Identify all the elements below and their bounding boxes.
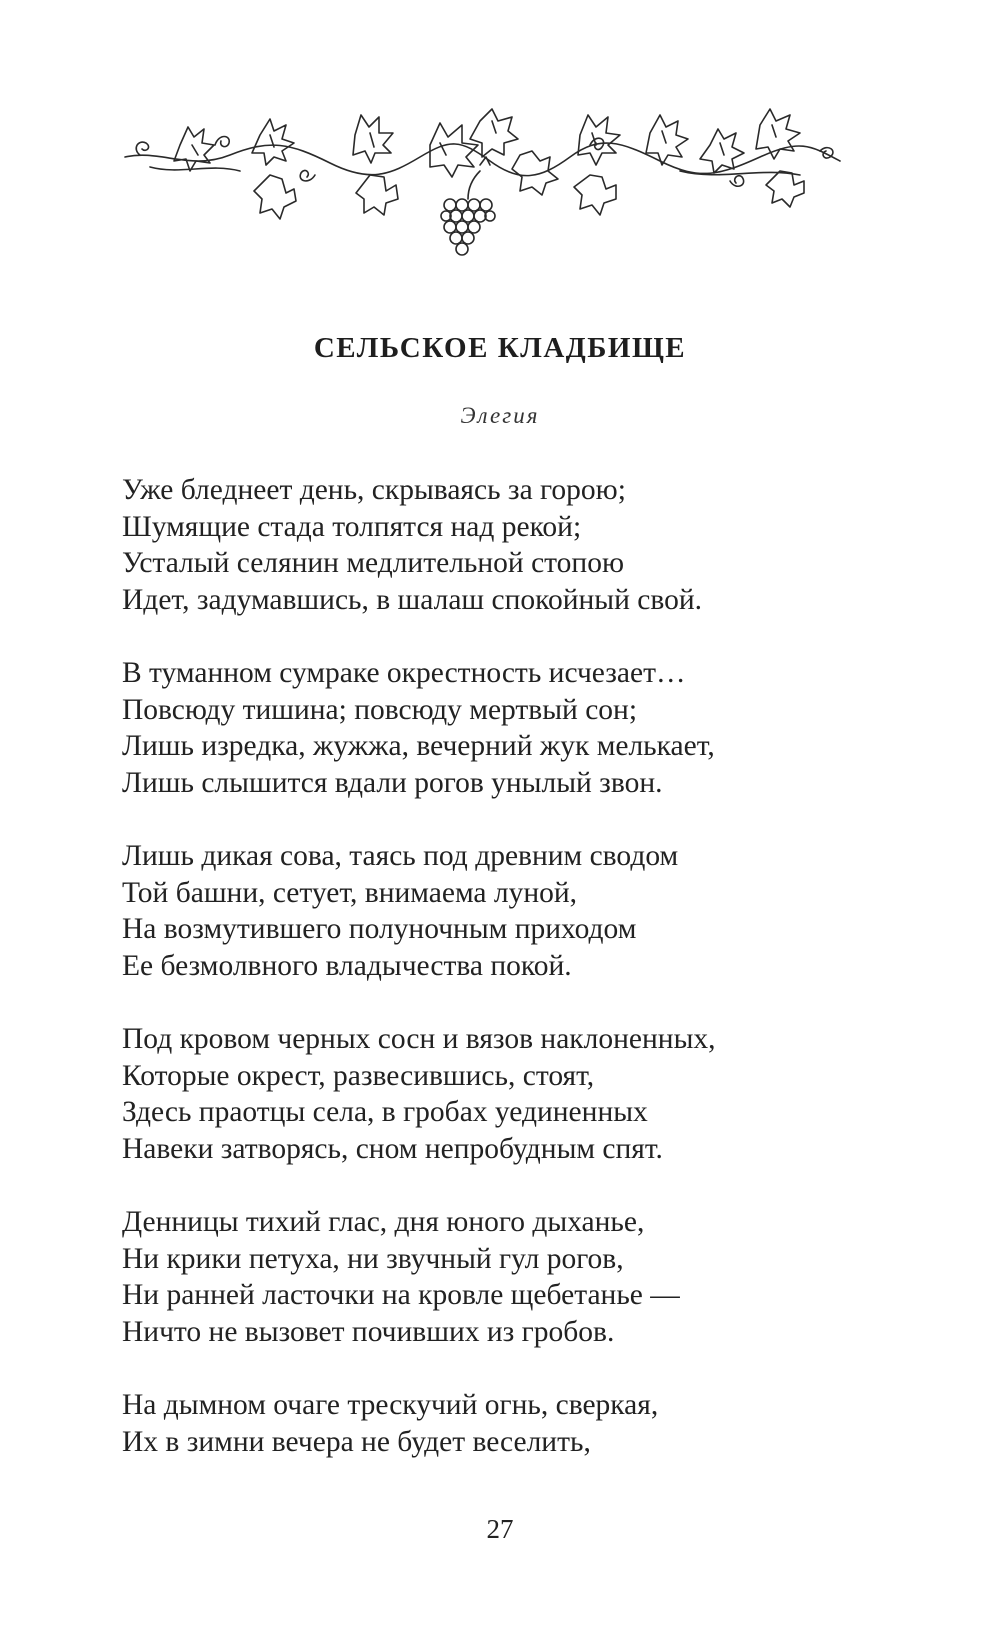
- verse-line: Лишь изредка, жужжа, вечерний жук мелькает,: [122, 730, 715, 762]
- verse-line: Идет, задумавшись, в шалаш спокойный свой.: [122, 583, 703, 616]
- verse-line: Их в зимни вечера не будет веселить,: [122, 1425, 591, 1458]
- verse-line: Навеки затворясь, сном непробудным спят.: [122, 1132, 663, 1165]
- verse-line: На дымном очаге трескучий огнь, сверкая,: [122, 1389, 659, 1421]
- stanza: [122, 1021, 982, 1167]
- verse-line: Повсюду тишина; повсюду мертвый сон;: [122, 693, 638, 726]
- verse-line: Ничто не вызовет почивших из гробов.: [122, 1315, 615, 1348]
- stanza: [122, 1204, 982, 1350]
- verse-line: Лишь дикая сова, таясь под древним сводом: [122, 840, 679, 872]
- verse-line: Ее безмолвного владычества покой.: [122, 949, 572, 982]
- stanza: [122, 838, 982, 984]
- verse-line: Усталый селянин медлительной стопою: [122, 547, 624, 579]
- poem-subtitle: Элегия: [460, 403, 540, 428]
- verse-line: Той башни, сетует, внимаема луной,: [122, 876, 578, 909]
- verse-line: Ни крики петуха, ни звучный гул рогов,: [122, 1242, 624, 1275]
- verse-line: Ни ранней ласточки на кровле щебетанье —: [122, 1279, 680, 1311]
- verse-line: Уже бледнеет день, скрываясь за горою;: [122, 474, 626, 506]
- stanza: [122, 655, 982, 801]
- poem-body: [122, 472, 982, 1497]
- verse-line: Шумящие стада толпятся над рекой;: [122, 510, 582, 543]
- page-number: 27: [486, 1514, 514, 1544]
- verse-line: В туманном сумраке окрестность исчезает…: [122, 657, 686, 689]
- stanza: [122, 472, 982, 618]
- poem-title: СЕЛЬСКОЕ КЛАДБИЩЕ: [313, 332, 687, 364]
- verse-line: Которые окрест, развесившись, стоят,: [122, 1059, 595, 1092]
- verse-line: Лишь слышится вдали рогов унылый звон.: [122, 766, 663, 799]
- verse-line: На возмутившего полуночным приходом: [122, 913, 637, 945]
- verse-line: Под кровом черных сосн и вязов наклоненных,: [122, 1023, 716, 1055]
- verse-line: Здесь праотцы села, в гробах уединенных: [122, 1096, 648, 1128]
- stanza: [122, 1387, 982, 1460]
- verse-line: Денницы тихий глас, дня юного дыханье,: [122, 1206, 645, 1238]
- grapevine-ornament-icon: [120, 105, 845, 265]
